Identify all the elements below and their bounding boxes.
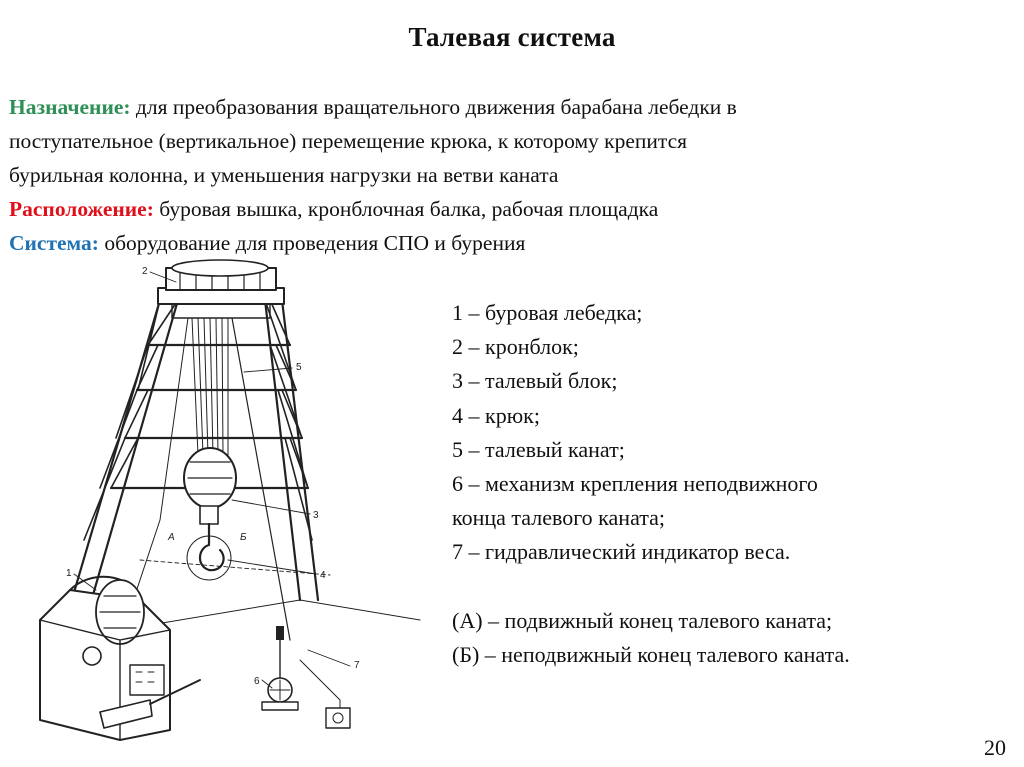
drawworks xyxy=(40,577,200,740)
legend-list xyxy=(452,296,1012,672)
legend-item: конца талевого каната; xyxy=(452,505,666,531)
system-paragraph xyxy=(9,226,1019,260)
label-3: 3 xyxy=(313,510,319,521)
purpose-line-1 xyxy=(9,90,1019,124)
label-5: 5 xyxy=(296,362,302,373)
location-paragraph xyxy=(9,192,1019,226)
label-6: 6 xyxy=(254,676,260,687)
label-7: 7 xyxy=(354,660,360,671)
legend-item: 7 – гидравлический индикатор веса. xyxy=(452,539,791,565)
page-number: 20 xyxy=(984,735,1006,760)
label-a: А xyxy=(168,532,175,543)
traveling-block xyxy=(184,448,236,524)
purpose-line-2: поступательное (вертикальное) перемещение крюка, к которому крепится xyxy=(9,129,688,153)
system-text: оборудование для проведения СПО и бурения xyxy=(98,231,526,255)
label-1: 1 xyxy=(66,568,72,579)
legend-end-item: (А) – подвижный конец талевого каната; xyxy=(452,607,833,633)
label-b: Б xyxy=(240,532,247,543)
derrick-hoisting-system-drawing xyxy=(0,258,440,758)
legend-item: 5 – талевый канат; xyxy=(452,436,625,462)
legend-item: 3 – талевый блок; xyxy=(452,368,618,394)
label-2: 2 xyxy=(142,266,148,277)
legend-item: 6 – механизм крепления неподвижного xyxy=(452,471,818,497)
legend-item: 1 – буровая лебедка; xyxy=(452,300,643,325)
location-label: Расположение: xyxy=(9,197,154,221)
hook xyxy=(187,524,231,580)
deadline-anchor xyxy=(262,626,298,710)
legend-item: 4 – крюк; xyxy=(452,402,540,428)
system-label: Система: xyxy=(9,231,99,255)
purpose-line-3: бурильная колонна, и уменьшения нагрузки на ветви каната xyxy=(9,163,559,187)
purpose-text-1: для преобразования вращательного движения барабана лебедки в xyxy=(130,95,737,119)
legend-end-item: (Б) – неподвижный конец талевого каната. xyxy=(452,641,850,667)
slide-title: Талевая система xyxy=(408,22,616,52)
purpose-label: Назначение: xyxy=(9,95,131,119)
weight-indicator xyxy=(300,660,350,728)
label-4: 4 xyxy=(320,570,326,581)
legend-item: 2 – кронблок; xyxy=(452,334,579,360)
location-text: буровая вышка, кронблочная балка, рабочая площадка xyxy=(153,197,659,221)
purpose-paragraph xyxy=(9,90,1019,192)
